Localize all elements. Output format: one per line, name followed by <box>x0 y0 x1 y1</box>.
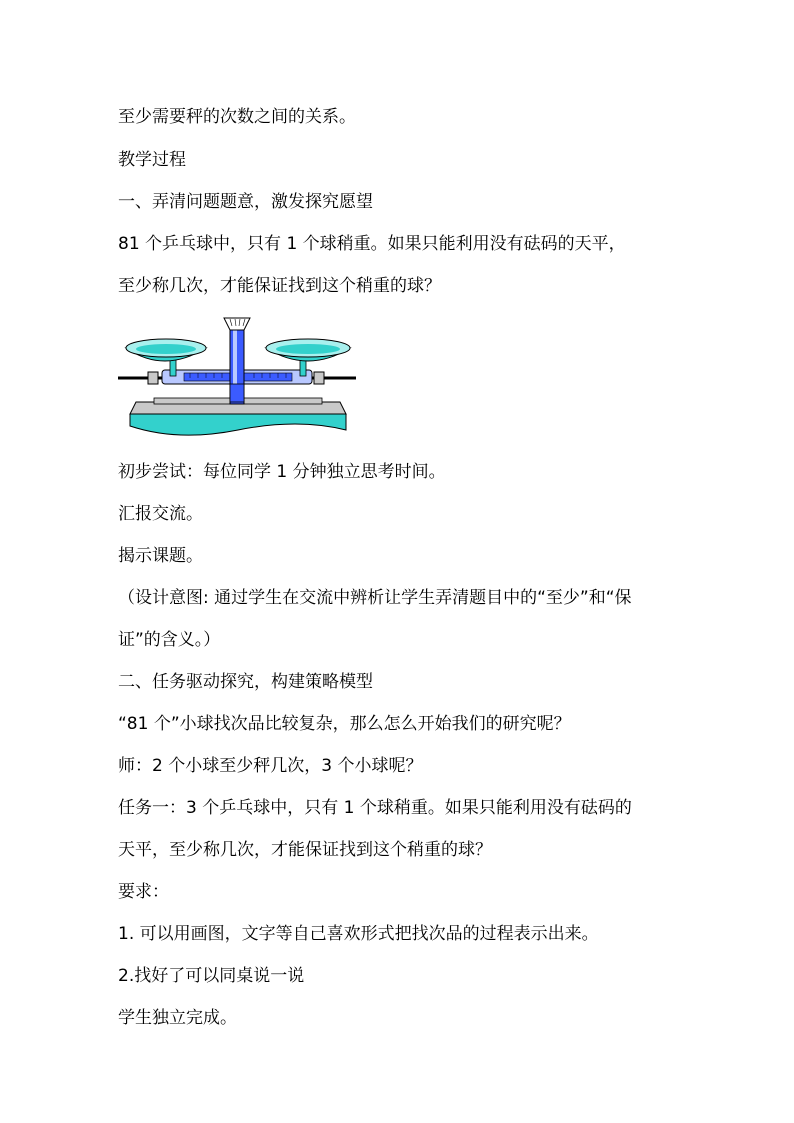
scale-pointer-top <box>224 318 250 330</box>
balance-scale-illustration <box>118 312 358 444</box>
design-intent-line-2: 证”的含义。） <box>118 630 221 650</box>
text-line-1: 至少需要秤的次数之间的关系。 <box>118 107 356 127</box>
section-heading-teaching-process: 教学过程 <box>118 150 186 170</box>
design-intent-line-1: （设计意图: 通过学生在交流中辨析让学生弄清题目中的“至少”和“保 <box>118 588 632 608</box>
requirement-2: 2.找好了可以同桌说一说 <box>118 966 305 986</box>
text-line-research-start: “81 个”小球找次品比较复杂，那么怎么开始我们的研究呢？ <box>118 714 571 734</box>
task-one-line-2: 天平，至少称几次，才能保证找到这个稍重的球？ <box>118 840 492 860</box>
problem-text-line-2: 至少称几次，才能保证找到这个稍重的球？ <box>118 276 441 296</box>
section-heading-1: 一、弄清问题题意，激发探究愿望 <box>118 192 373 212</box>
requirements-heading: 要求： <box>118 882 169 902</box>
scale-knob-left <box>148 372 158 384</box>
requirement-1: 1. 可以用画图，文字等自己喜欢形式把找次品的过程表示出来。 <box>118 924 599 944</box>
section-heading-2: 二、任务驱动探究，构建策略模型 <box>118 672 373 692</box>
text-line-report: 汇报交流。 <box>118 504 203 524</box>
scale-base-front <box>130 414 346 435</box>
text-line-initial-attempt: 初步尝试：每位同学 1 分钟独立思考时间。 <box>118 462 446 482</box>
text-line-reveal-topic: 揭示课题。 <box>118 546 203 566</box>
text-line-teacher-question: 师：2 个小球至少秤几次，3 个小球呢？ <box>118 756 423 776</box>
scale-knob-right <box>314 372 324 384</box>
task-one-line-1: 任务一：3 个乒乓球中，只有 1 个球稍重。如果只能利用没有砝码的 <box>118 798 632 818</box>
problem-text-line-1: 81 个乒乓球中，只有 1 个球稍重。如果只能利用没有砝码的天平， <box>118 234 626 254</box>
text-line-independent-work: 学生独立完成。 <box>118 1008 237 1028</box>
